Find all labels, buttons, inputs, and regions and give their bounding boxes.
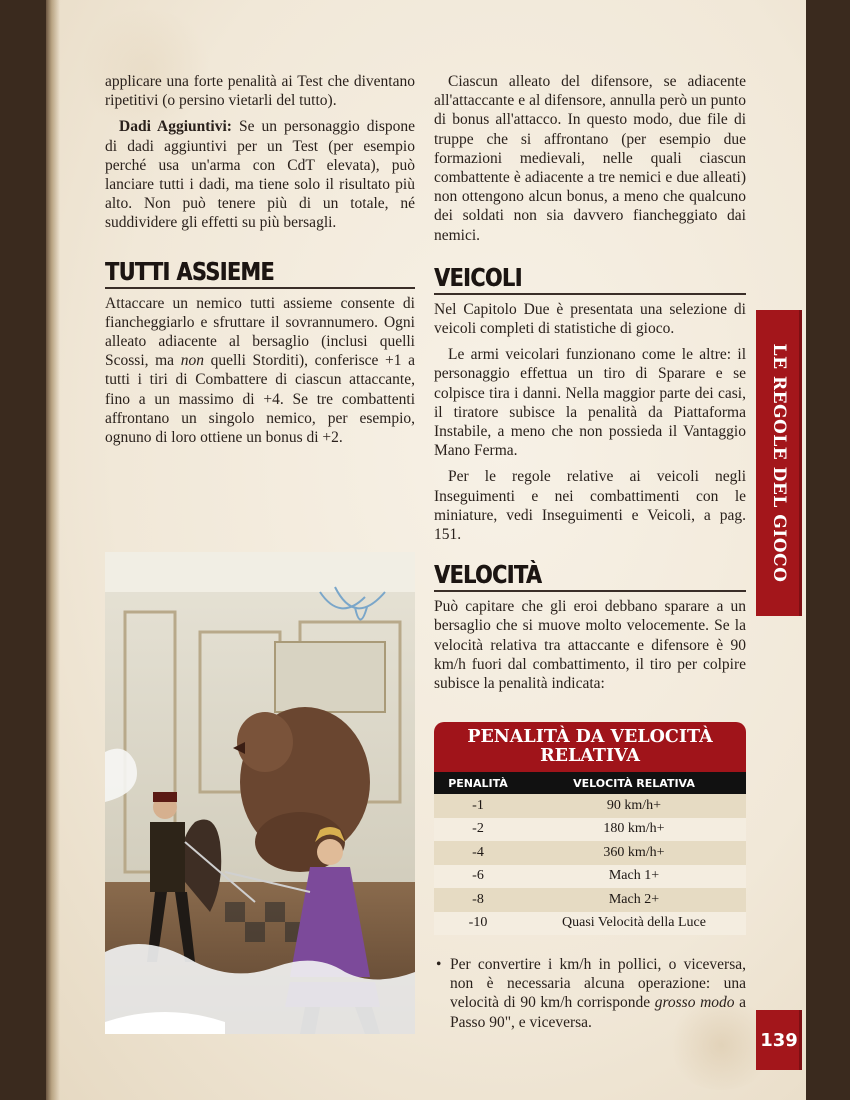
table-cell: 180 km/h+ [603, 821, 665, 837]
emphasis: non [180, 352, 204, 370]
table-row [434, 912, 746, 936]
paragraph: Le armi veicolari funzionano come le altre: il personaggio effettua un tiro di Sparare e se colpisce tira i danni. Nella maggior parte dei casi, il tiratore subisce la penalità da Piattaforma Instabile, a meno che non possieda il Vantaggio Mano Ferma. [434, 346, 746, 460]
illustration-svg [105, 552, 415, 1034]
heading-rule [434, 590, 746, 592]
section-heading-velocita: VELOCITÀ [434, 560, 542, 590]
paragraph: Può capitare che gli eroi debbano sparare a un bersaglio che si muove molto velocemente. Se la velocità relativa tra attaccante e difensore è 90 km/h fuori dal combattimento, il tiro per colpire subisce la penalità indicata: [434, 598, 746, 693]
section-heading-veicoli: VEICOLI [434, 262, 522, 292]
table-cell: -1 [472, 797, 484, 813]
paragraph-text: Se un personaggio dispone di dadi aggiuntivi per un Test (per esempio perché usa un'arma con CdT elevata), può lanciare tutti i dadi, ma tiene solo il risultato più alto. Non può tenere più di un totale, né suddividere gli effetti su più bersagli. [105, 118, 415, 232]
table-row [434, 818, 746, 842]
table-cell: 90 km/h+ [606, 797, 662, 813]
table-cell: -2 [472, 821, 484, 837]
speed-penalty-table [434, 722, 746, 935]
lead-in: Dadi Aggiuntivi: [119, 118, 232, 136]
paragraph-text: a Passo 90", e viceversa. [450, 994, 747, 1031]
heading-rule [434, 293, 746, 295]
table-cell: Quasi Velocità della Luce [562, 915, 706, 931]
emphasis: grosso modo [654, 994, 735, 1012]
illustration-bear-fight [105, 552, 415, 1034]
paragraph: Per le regole relative ai veicoli negli Inseguimenti e nei combattimenti con le miniature, vedi Inseguimenti e Veicoli, a pag. 151. [434, 468, 746, 544]
paragraph: Ciascun alleato del difensore, se adiacente all'attaccante e al difensore, annulla però un punto di bonus all'attacco. In questo modo, due file di truppe che si affrontano (per esempio due formazioni medievali, nelle quali ciascun combattente è adiacente a tre nemici e due alleati) non ottengono alcun bonus, a meno che qualcuno dei soldati non sia davvero fiancheggiato dai nemici. [434, 73, 746, 244]
left-column [105, 72, 415, 454]
table-cell: -4 [472, 844, 484, 860]
table-title: PENALITÀ DA VELOCITÀ RELATIVA [434, 722, 746, 772]
table-header [434, 772, 746, 794]
table-cell: -8 [472, 891, 484, 907]
table-cell: -10 [468, 915, 488, 931]
paragraph-text: quelli Storditi), conferisce +1 a tutti i tiri di Combattere di ciascun attaccante, fino a un massimo di +4. Se tre combattenti affrontano un singolo nemico, per esempio, ognuno di loro ottiene un bonus di +2. [105, 352, 415, 447]
paragraph-tutti-assieme [105, 294, 415, 448]
page-edge-shadow [46, 0, 60, 1100]
bullet-note [436, 955, 746, 1032]
paragraph-extra-dice [105, 117, 415, 232]
table-cell: 360 km/h+ [603, 844, 665, 860]
right-column [434, 72, 746, 700]
heading-rule [105, 287, 415, 289]
bullet-mark: • [436, 956, 442, 973]
table-row [434, 841, 746, 865]
column-header: PENALITÀ [448, 776, 508, 790]
table-cell: Mach 2+ [608, 891, 660, 907]
chapter-title: LE REGOLE DEL GIOCO [769, 343, 789, 583]
table-cell: Mach 1+ [608, 868, 660, 884]
paragraph: applicare una forte penalità ai Test che diventano ripetitivi (o persino vietarli del tutto). [105, 73, 415, 110]
table-cell: -6 [472, 868, 484, 884]
paragraph-text: Attaccare un nemico tutti assieme consente di fiancheggiarlo e sfruttare il sovrannumero. Ogni alleato adiacente al bersaglio (inclusi quelli Scossi, ma [105, 294, 415, 370]
column-header: VELOCITÀ RELATIVA [573, 776, 695, 790]
paragraph: Nel Capitolo Due è presentata una selezione di veicoli completi di statistiche di gioco. [434, 300, 746, 338]
chapter-side-tab [756, 310, 802, 616]
bullet-text [450, 955, 746, 1032]
paragraph-text: Per convertire i km/h in pollici, o viceversa, non è necessaria alcuna operazione: una velocità di 90 km/h corrisponde [450, 956, 746, 1012]
table-row [434, 865, 746, 889]
table-row [434, 888, 746, 912]
page-number: 139 [756, 1010, 802, 1070]
section-heading-tutti-assieme: TUTTI ASSIEME [105, 256, 275, 286]
table-row [434, 794, 746, 818]
